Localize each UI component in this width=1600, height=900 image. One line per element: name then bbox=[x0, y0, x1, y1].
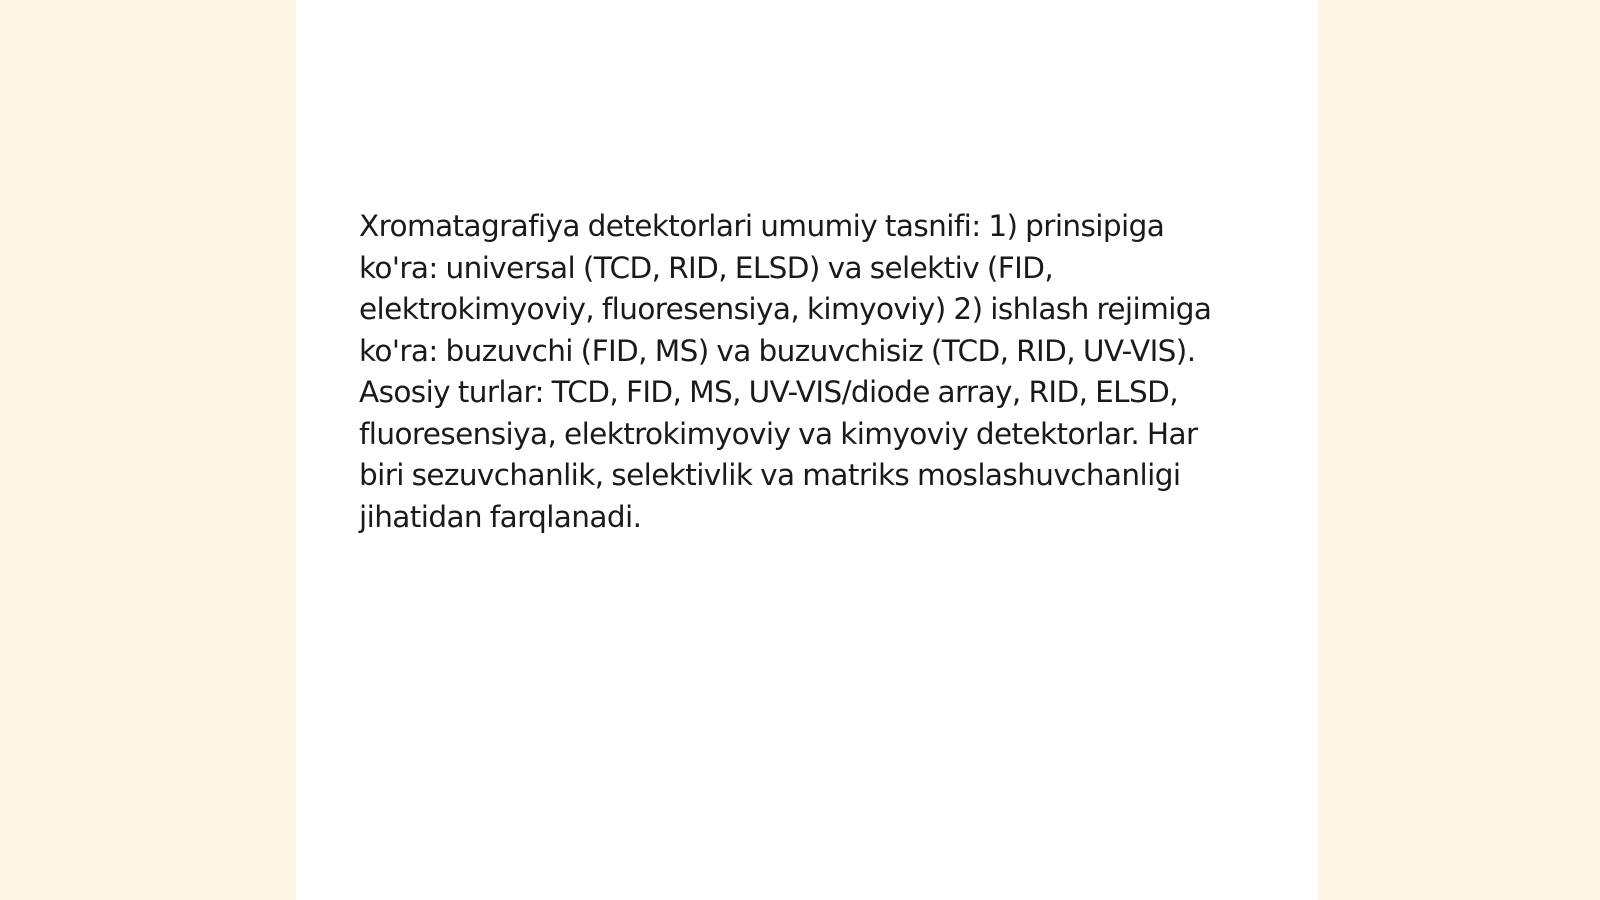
body-paragraph: Xromatagrafiya detektorlari umumiy tasnifi: 1) prinsipiga ko'ra: universal (TCD, RID, ELSD) va selektiv (FID, elektrokimyoviy, fluoresensiya, kimyoviy) 2) ishlash rejimiga ko'ra: buzuvchi (FID, MS) va buzuvchisiz (TCD, RID, UV-VIS). Asosiy turlar: TCD, FID, MS, UV-VIS/diode array, RID, ELSD, fluoresensiya, elektrokimyoviy va kimyoviy detektorlar. Har biri sezuvchanlik, selektivlik va matriks moslashuvchanligi jihatidan farqlanadi. bbox=[359, 209, 1212, 534]
document-page bbox=[296, 0, 1318, 900]
